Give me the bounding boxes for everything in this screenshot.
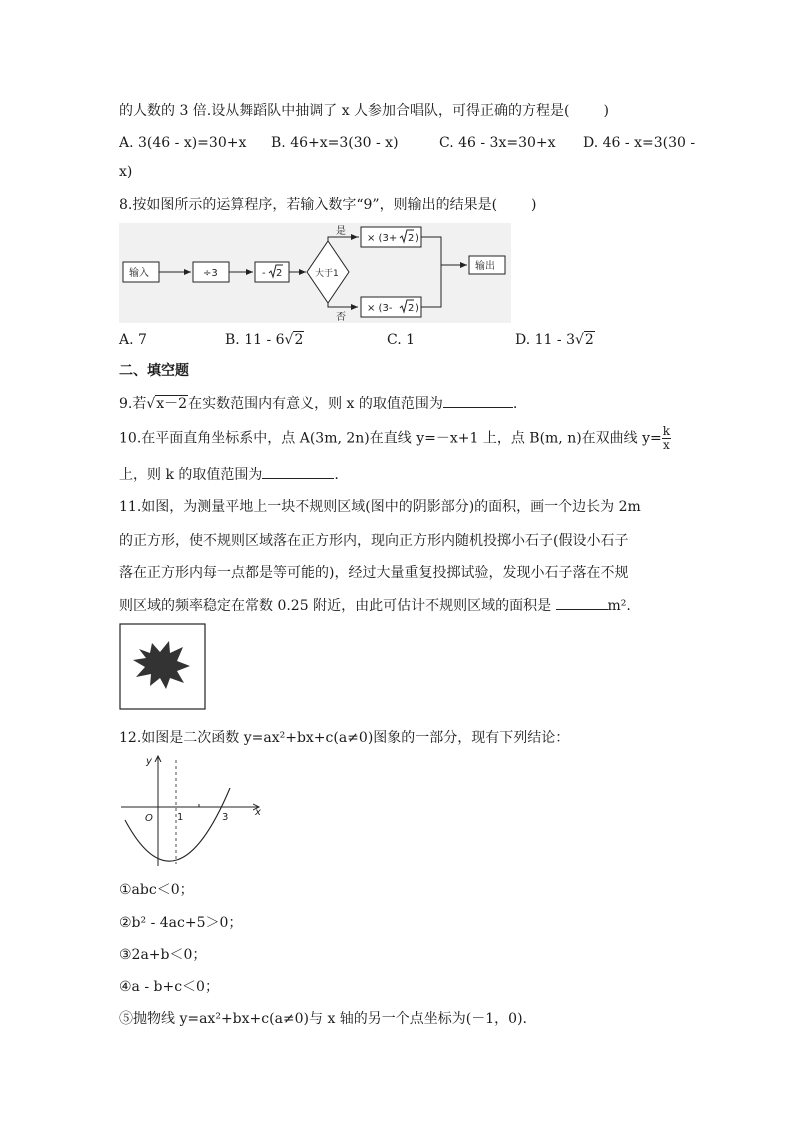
q8-flowchart bbox=[119, 223, 511, 323]
x-axis-label: x bbox=[255, 807, 261, 818]
fraction-k-over-x: $\frac{k}{x}$ bbox=[662, 424, 671, 452]
parabola-curve bbox=[125, 788, 230, 861]
y-axis-label: y bbox=[146, 756, 152, 767]
q10-line1: 10.在平面直角坐标系中，点 A(3m, 2n)在直线 y=－x+1 上，点 B(m, n)在双曲线 y= $\frac{k}{x}$ bbox=[119, 424, 671, 452]
q11-line4: 则区域的频率稳定在常数 0.25 附近，由此可估计不规则区域的面积是 m². bbox=[119, 595, 631, 616]
q12-conclusion-5: ⑤抛物线 y=ax²+bx+c(a≠0)与 x 轴的另一个点坐标为(－1，0). bbox=[119, 1011, 527, 1027]
flow-yes-close: ) bbox=[415, 233, 419, 244]
sqrt-symbol: √2 bbox=[574, 332, 594, 348]
sqrt-symbol: √2 bbox=[284, 332, 304, 348]
tick-label-3: 3 bbox=[222, 812, 229, 823]
q11-square-figure bbox=[119, 623, 207, 711]
q12-conclusion-2: ②b² - 4ac+5＞0； bbox=[119, 915, 243, 931]
q11-answer-blank[interactable] bbox=[556, 595, 608, 610]
flow-yes-label: 是 bbox=[336, 226, 346, 237]
flow-no-close: ) bbox=[415, 303, 419, 314]
q12-conclusion-3: ③2a+b＜0； bbox=[119, 947, 207, 963]
q8-option-b: B. 11 - 6√2 bbox=[225, 332, 304, 348]
flow-divide-label: ÷3 bbox=[203, 268, 218, 279]
q7-stem: 的人数的 3 倍.设从舞蹈队中抽调了 x 人参加合唱队，可得正确的方程是( ) bbox=[119, 103, 609, 119]
section-fill-in-heading: 二、填空题 bbox=[119, 363, 189, 379]
flow-no-label: 否 bbox=[336, 312, 346, 323]
q10-answer-blank[interactable] bbox=[262, 464, 334, 479]
q7-option-a: A. 3(46 - x)=30+x bbox=[119, 135, 247, 151]
q12-parabola-graph bbox=[119, 752, 264, 870]
q7-option-d: D. 46 - x=3(30 - bbox=[583, 135, 696, 151]
q7-option-d-continued: x) bbox=[119, 164, 133, 180]
flow-no-radicand: 2 bbox=[408, 303, 415, 314]
flow-condition-label: 大于1 bbox=[315, 269, 339, 279]
flow-sqrt-radicand: 2 bbox=[276, 268, 283, 279]
q8-option-a: A. 7 bbox=[119, 332, 147, 348]
tick-label-1: 1 bbox=[177, 812, 184, 823]
flow-input-label: 输入 bbox=[129, 268, 149, 279]
sqrt-symbol: √x－2 bbox=[146, 396, 188, 412]
q10-line2: 上，则 k 的取值范围为 . bbox=[119, 464, 339, 485]
q12-conclusion-1: ①abc＜0； bbox=[119, 882, 194, 898]
flow-multiply-yes-label: × (3+ bbox=[367, 233, 398, 244]
origin-label: O bbox=[145, 813, 153, 824]
q12-conclusion-4: ④a - b+c＜0； bbox=[119, 979, 219, 995]
q9-answer-blank[interactable] bbox=[443, 393, 513, 408]
q8-stem: 8.按如图所示的运算程序，若输入数字“9”，则输出的结果是( ) bbox=[119, 197, 537, 213]
flow-minus-label: - bbox=[262, 268, 266, 279]
q8-option-d: D. 11 - 3√2 bbox=[515, 332, 594, 348]
q11-line2: 的正方形，使不规则区域落在正方形内，现向正方形内随机投掷小石子(假设小石子 bbox=[119, 533, 629, 549]
flow-output-label: 输出 bbox=[475, 261, 495, 272]
q7-option-c: C. 46 - 3x=30+x bbox=[439, 135, 556, 151]
q7-option-b: B. 46+x=3(30 - x) bbox=[271, 135, 399, 151]
q11-line1: 11.如图，为测量平地上一块不规则区域(图中的阴影部分)的面积，画一个边长为 2m bbox=[119, 499, 641, 515]
flow-yes-radicand: 2 bbox=[408, 233, 415, 244]
q8-option-c: C. 1 bbox=[387, 332, 416, 348]
q9-stem: 9.若√x－2在实数范围内有意义，则 x 的取值范围为 . bbox=[119, 393, 517, 414]
q12-stem: 12.如图是二次函数 y=ax²+bx+c(a≠0)图象的一部分，现有下列结论： bbox=[119, 730, 570, 746]
q11-line3: 落在正方形内每一点都是等可能的)，经过大量重复投掷试验，发现小石子落在不规 bbox=[119, 565, 629, 581]
flow-multiply-no-label: × (3- bbox=[367, 303, 393, 314]
flow-sqrt-box bbox=[255, 262, 289, 282]
